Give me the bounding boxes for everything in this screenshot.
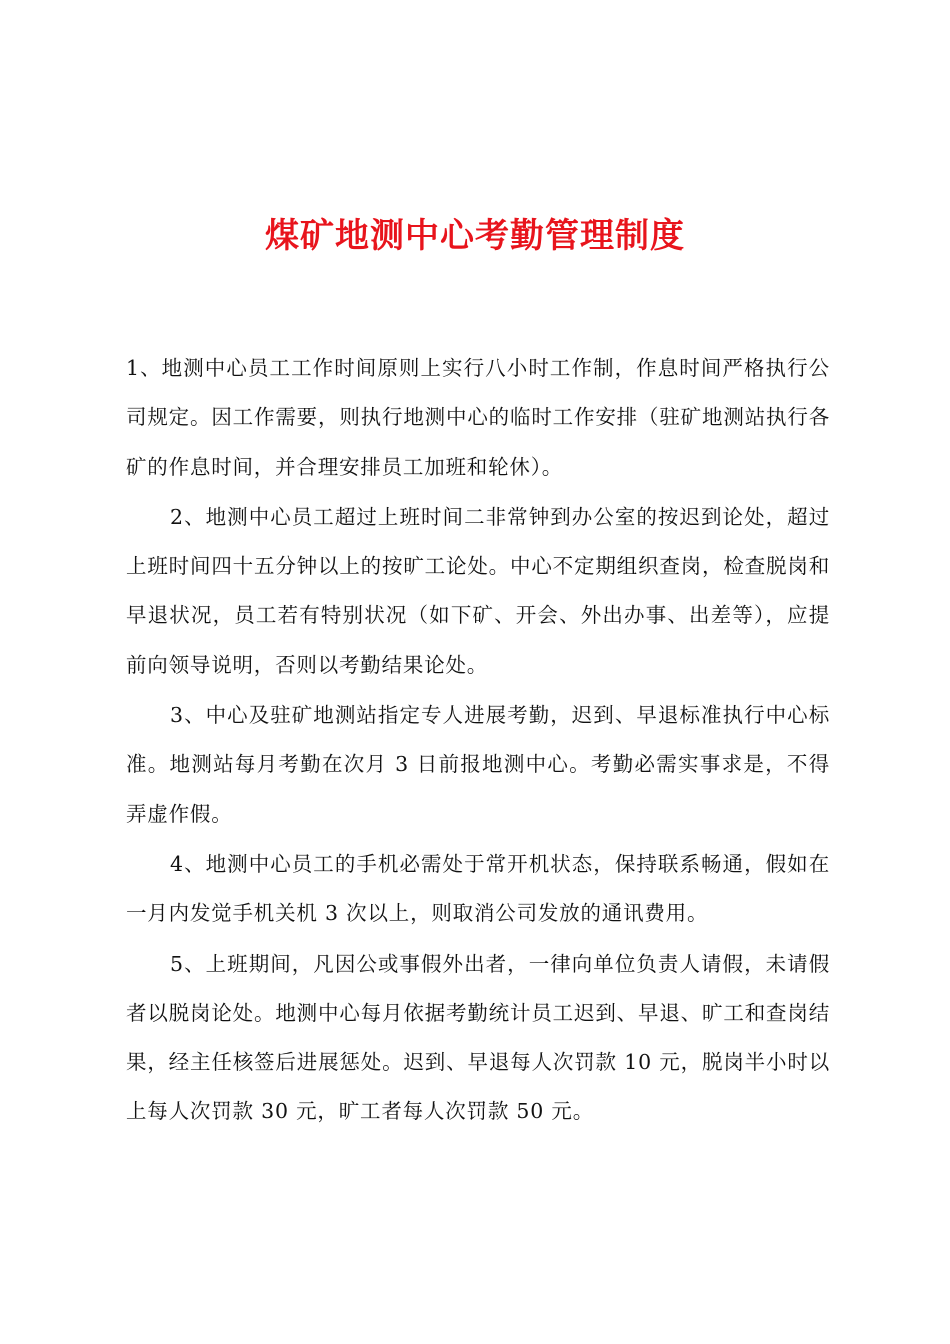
- paragraph-4: 4、地测中心员工的手机必需处于常开机状态，保持联系畅通，假如在一月内发觉手机关机 3 次以上，则取消公司发放的通讯费用。: [126, 851, 830, 926]
- paragraph-2: 2、地测中心员工超过上班时间二非常钟到办公室的按迟到论处，超过上班时间四十五分钟以上的按旷工论处。中心不定期组织查岗，检查脱岗和早退状况，员工若有特别状况（如下矿、开会、外出办事、出差等），应提前向领导说明，否则以考勤结果论处。: [126, 504, 830, 677]
- document-body: [126, 344, 830, 1138]
- document-title: 煤矿地测中心考勤管理制度: [265, 216, 685, 256]
- paragraph-5: 5、上班期间，凡因公或事假外出者，一律向单位负责人请假，未请假者以脱岗论处。地测中心每月依据考勤统计员工迟到、早退、旷工和查岗结果，经主任核签后进展惩处。迟到、早退每人次罚款 10 元，脱岗半小时以上每人次罚款 30 元，旷工者每人次罚款 50 元。: [126, 951, 830, 1124]
- paragraph-3: 3、中心及驻矿地测站指定专人进展考勤，迟到、早退标准执行中心标准。地测站每月考勤在次月 3 日前报地测中心。考勤必需实事求是，不得弄虚作假。: [126, 703, 830, 826]
- paragraph-1: 1、地测中心员工工作时间原则上实行八小时工作制，作息时间严格执行公司规定。因工作需要，则执行地测中心的临时工作安排（驻矿地测站执行各矿的作息时间，并合理安排员工加班和轮休）。: [126, 356, 830, 479]
